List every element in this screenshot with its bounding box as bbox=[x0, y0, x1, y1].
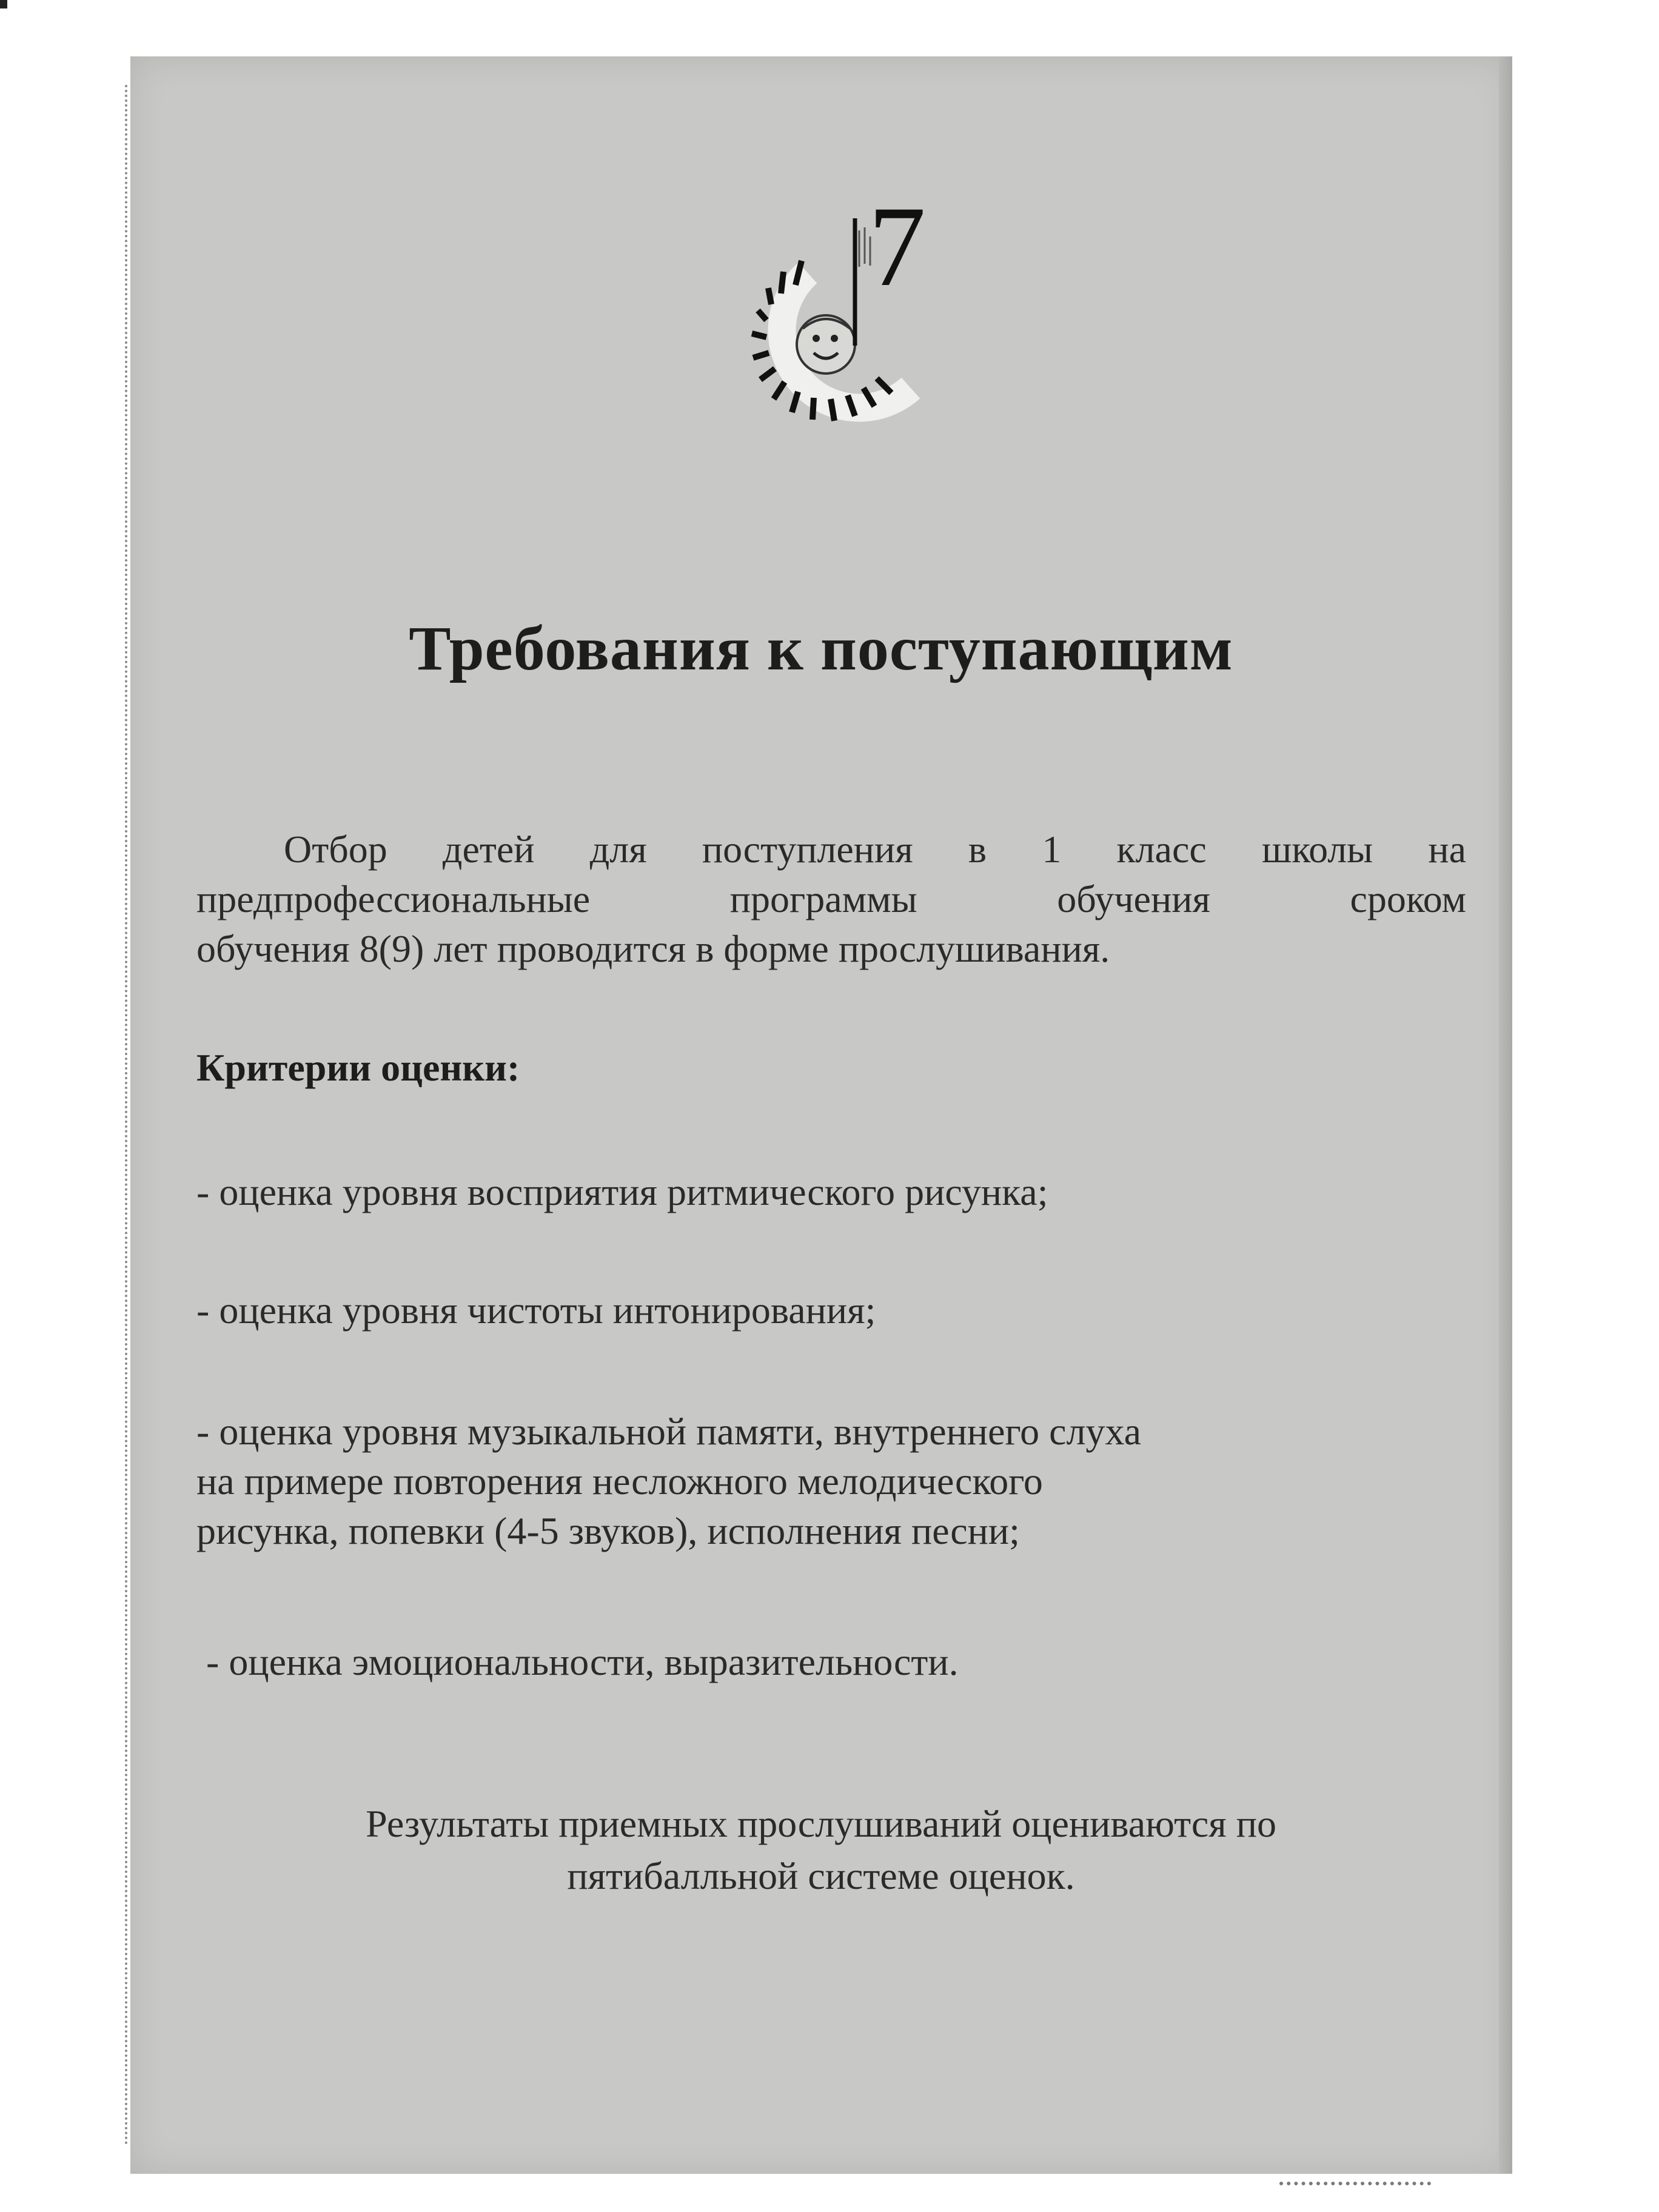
criteria-item-emotion: - оценка эмоциональности, выразительности. bbox=[206, 1640, 959, 1683]
criteria-item-intonation: - оценка уровня чистоты интонирования; bbox=[196, 1289, 876, 1332]
smiley-note-head bbox=[797, 315, 855, 374]
criteria-heading: Критерии оценки: bbox=[196, 1046, 520, 1089]
school-logo-icon bbox=[735, 194, 947, 449]
criteria-item-rhythm: - оценка уровня восприятия ритмического рисунка; bbox=[196, 1170, 1048, 1213]
page-title: Требования к поступающим bbox=[409, 614, 1233, 683]
results-note bbox=[130, 1798, 1512, 1902]
perforation-bottom bbox=[1279, 2182, 1431, 2190]
criteria-item-memory-line-2: на примере повторения несложного мелодического bbox=[196, 1460, 1043, 1503]
corner-mark bbox=[0, 0, 7, 8]
intro-line-3: обучения 8(9) лет проводится в форме прослушивания. bbox=[196, 927, 1110, 970]
logo-numeral: 7 bbox=[868, 194, 926, 310]
criteria-item-memory bbox=[196, 1407, 1466, 1556]
criteria-item-memory-line-3: рисунка, попевки (4-5 звуков), исполнения песни; bbox=[196, 1509, 1020, 1552]
intro-line-1: Отбор детей для поступления в 1 класс школы на bbox=[284, 828, 1466, 871]
criteria-item-memory-line-1: - оценка уровня музыкальной памяти, внутреннего слуха bbox=[196, 1410, 1142, 1453]
results-line-1: Результаты приемных прослушиваний оцениваются по bbox=[366, 1802, 1276, 1845]
intro-line-2: предпрофессиональные программы обучения сроком bbox=[196, 877, 1466, 920]
intro-paragraph bbox=[196, 825, 1466, 974]
results-line-2: пятибалльной системе оценок. bbox=[567, 1854, 1075, 1897]
